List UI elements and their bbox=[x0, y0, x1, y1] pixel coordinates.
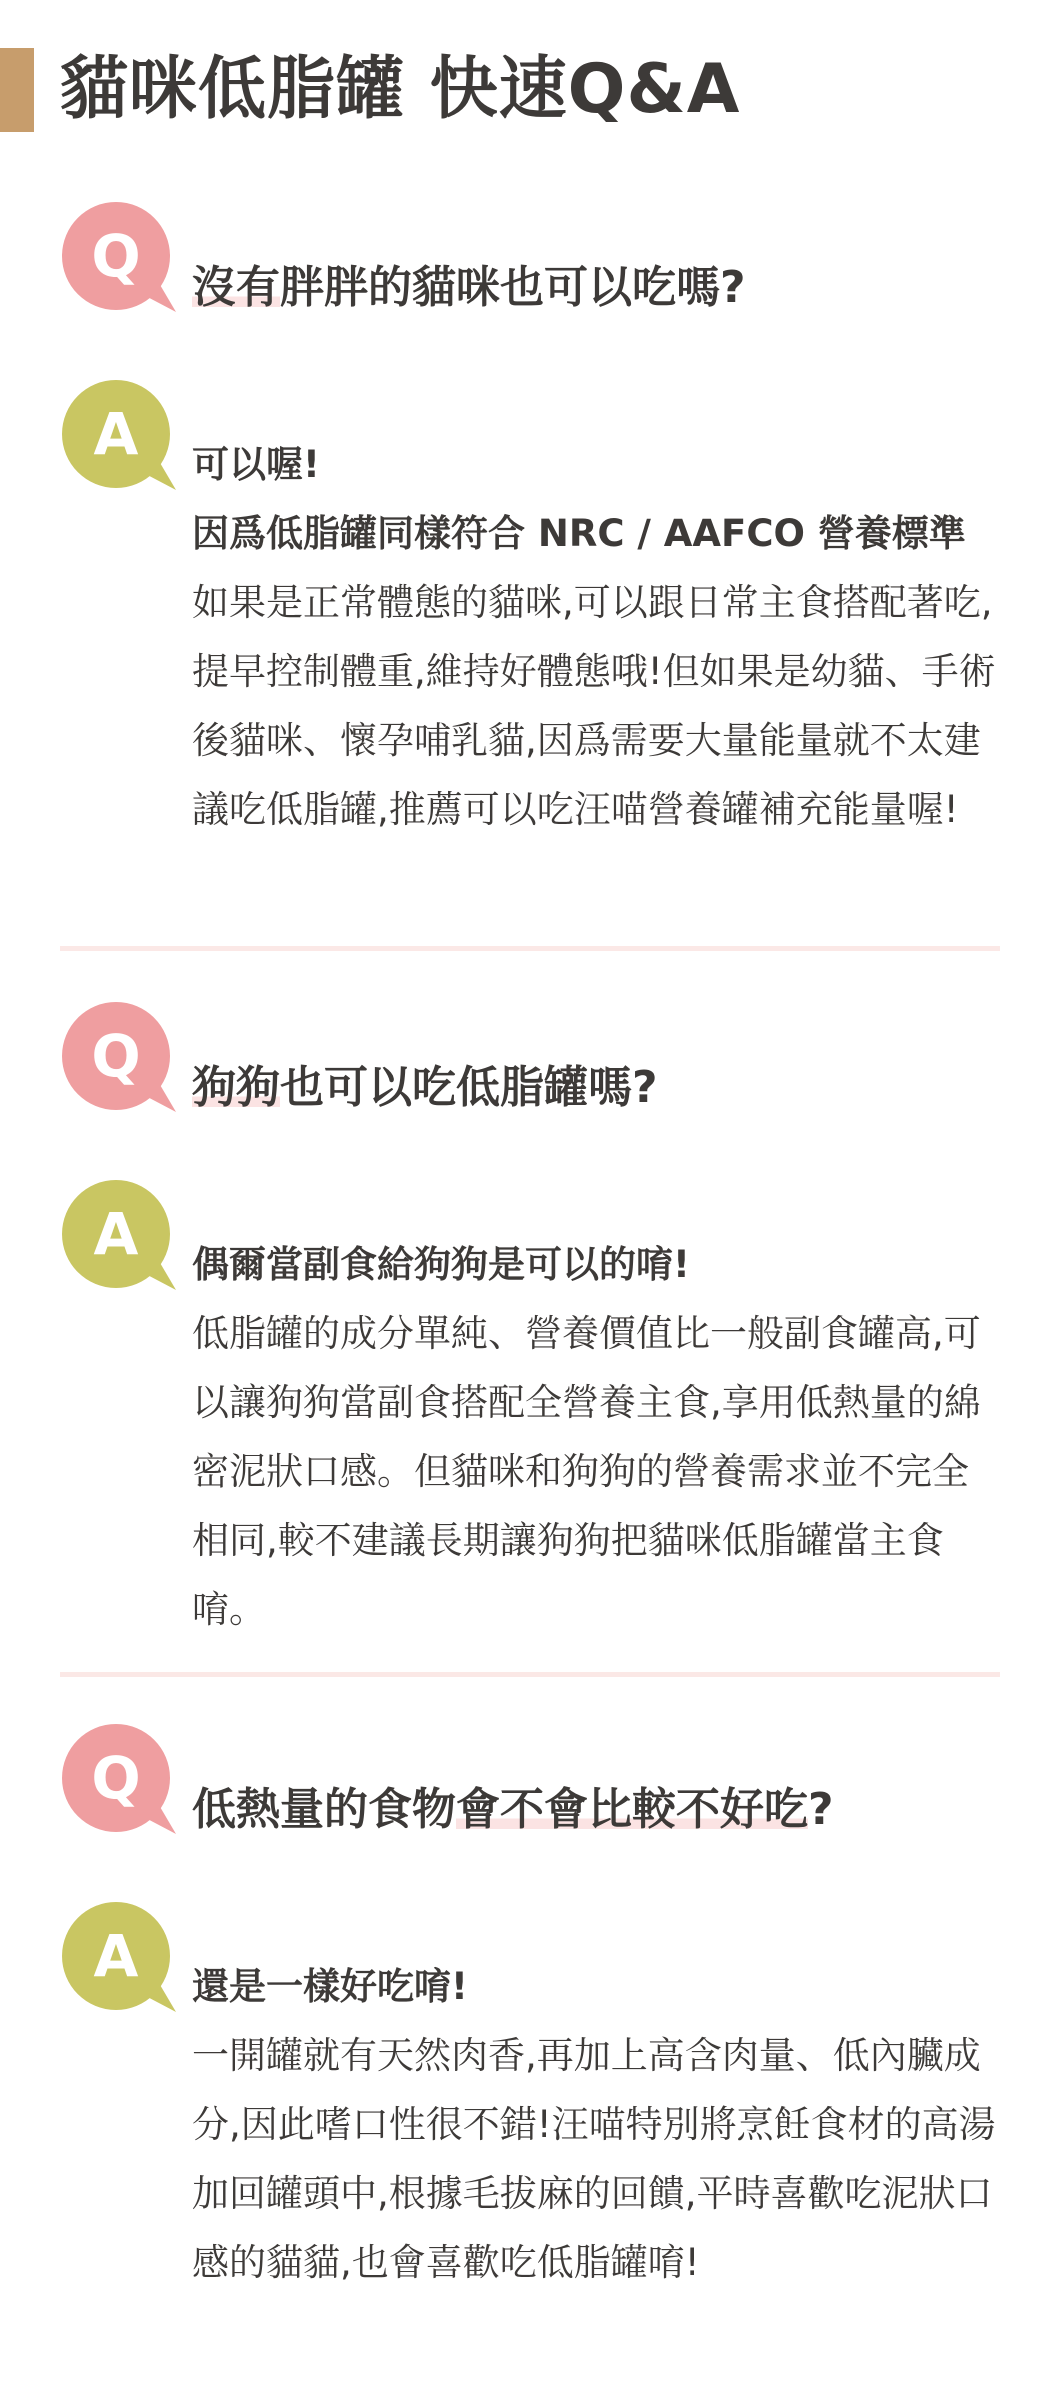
divider bbox=[60, 1672, 1000, 1677]
a-speech-bubble-icon bbox=[60, 378, 178, 496]
a-badge-letter: A bbox=[93, 1200, 139, 1268]
title-accent-bar bbox=[0, 48, 34, 132]
page-title: 貓咪低脂罐 快速Q&A bbox=[60, 50, 741, 129]
divider bbox=[60, 946, 1000, 951]
answer-1 bbox=[192, 430, 1002, 844]
question-text: 胖胖的貓咪也可以吃嗎? bbox=[280, 262, 746, 313]
a-badge-letter: A bbox=[93, 1922, 139, 1990]
question-highlight: 會不會比較不好吃 bbox=[456, 1784, 808, 1835]
answer-body: 低脂罐的成分單純、營養價值比一般副食罐高,可以讓狗狗當副食搭配全營養主食,享用低熱量的綿密泥狀口感。但貓咪和狗狗的營養需求並不完全相同,較不建議長期讓狗狗把貓咪低脂罐當主食唷。 bbox=[192, 1312, 981, 1631]
a-badge-letter: A bbox=[93, 400, 139, 468]
a-speech-bubble-icon bbox=[60, 1900, 178, 2018]
question-text-pre: 低熱量的食物 bbox=[192, 1784, 456, 1835]
q-speech-bubble-icon bbox=[60, 1722, 178, 1840]
answer-3 bbox=[192, 1952, 1002, 2297]
question-2 bbox=[192, 1058, 658, 1118]
answer-lead-2: 因爲低脂罐同樣符合 NRC / AAFCO 營養標準 bbox=[192, 512, 966, 555]
a-speech-bubble-icon bbox=[60, 1178, 178, 1296]
question-text: 也可以吃低脂罐嗎? bbox=[280, 1062, 658, 1113]
answer-2 bbox=[192, 1230, 1002, 1644]
q-badge-letter: Q bbox=[91, 222, 141, 290]
question-text-post: ? bbox=[808, 1784, 834, 1835]
answer-lead: 可以喔! bbox=[192, 443, 320, 486]
answer-body: 如果是正常體態的貓咪,可以跟日常主食搭配著吃,提早控制體重,維持好體態哦!但如果是幼貓、手術後貓咪、懷孕哺乳貓,因爲需要大量能量就不太建議吃低脂罐,推薦可以吃汪喵營養罐補充能量喔! bbox=[192, 581, 996, 831]
q-speech-bubble-icon bbox=[60, 1000, 178, 1118]
answer-lead: 還是一樣好吃唷! bbox=[192, 1965, 468, 2008]
answer-body: 一開罐就有天然肉香,再加上高含肉量、低內臟成分,因此嗜口性很不錯!汪喵特別將烹飪食材的高湯加回罐頭中,根據毛拔麻的回饋,平時喜歡吃泥狀口感的貓貓,也會喜歡吃低脂罐唷! bbox=[192, 2034, 996, 2284]
question-highlight: 狗狗 bbox=[192, 1062, 280, 1113]
question-1 bbox=[192, 258, 746, 318]
question-highlight: 沒有 bbox=[192, 262, 280, 313]
q-speech-bubble-icon bbox=[60, 200, 178, 318]
q-badge-letter: Q bbox=[91, 1022, 141, 1090]
answer-lead: 偶爾當副食給狗狗是可以的唷! bbox=[192, 1243, 690, 1286]
q-badge-letter: Q bbox=[91, 1744, 141, 1812]
question-3 bbox=[192, 1780, 834, 1840]
